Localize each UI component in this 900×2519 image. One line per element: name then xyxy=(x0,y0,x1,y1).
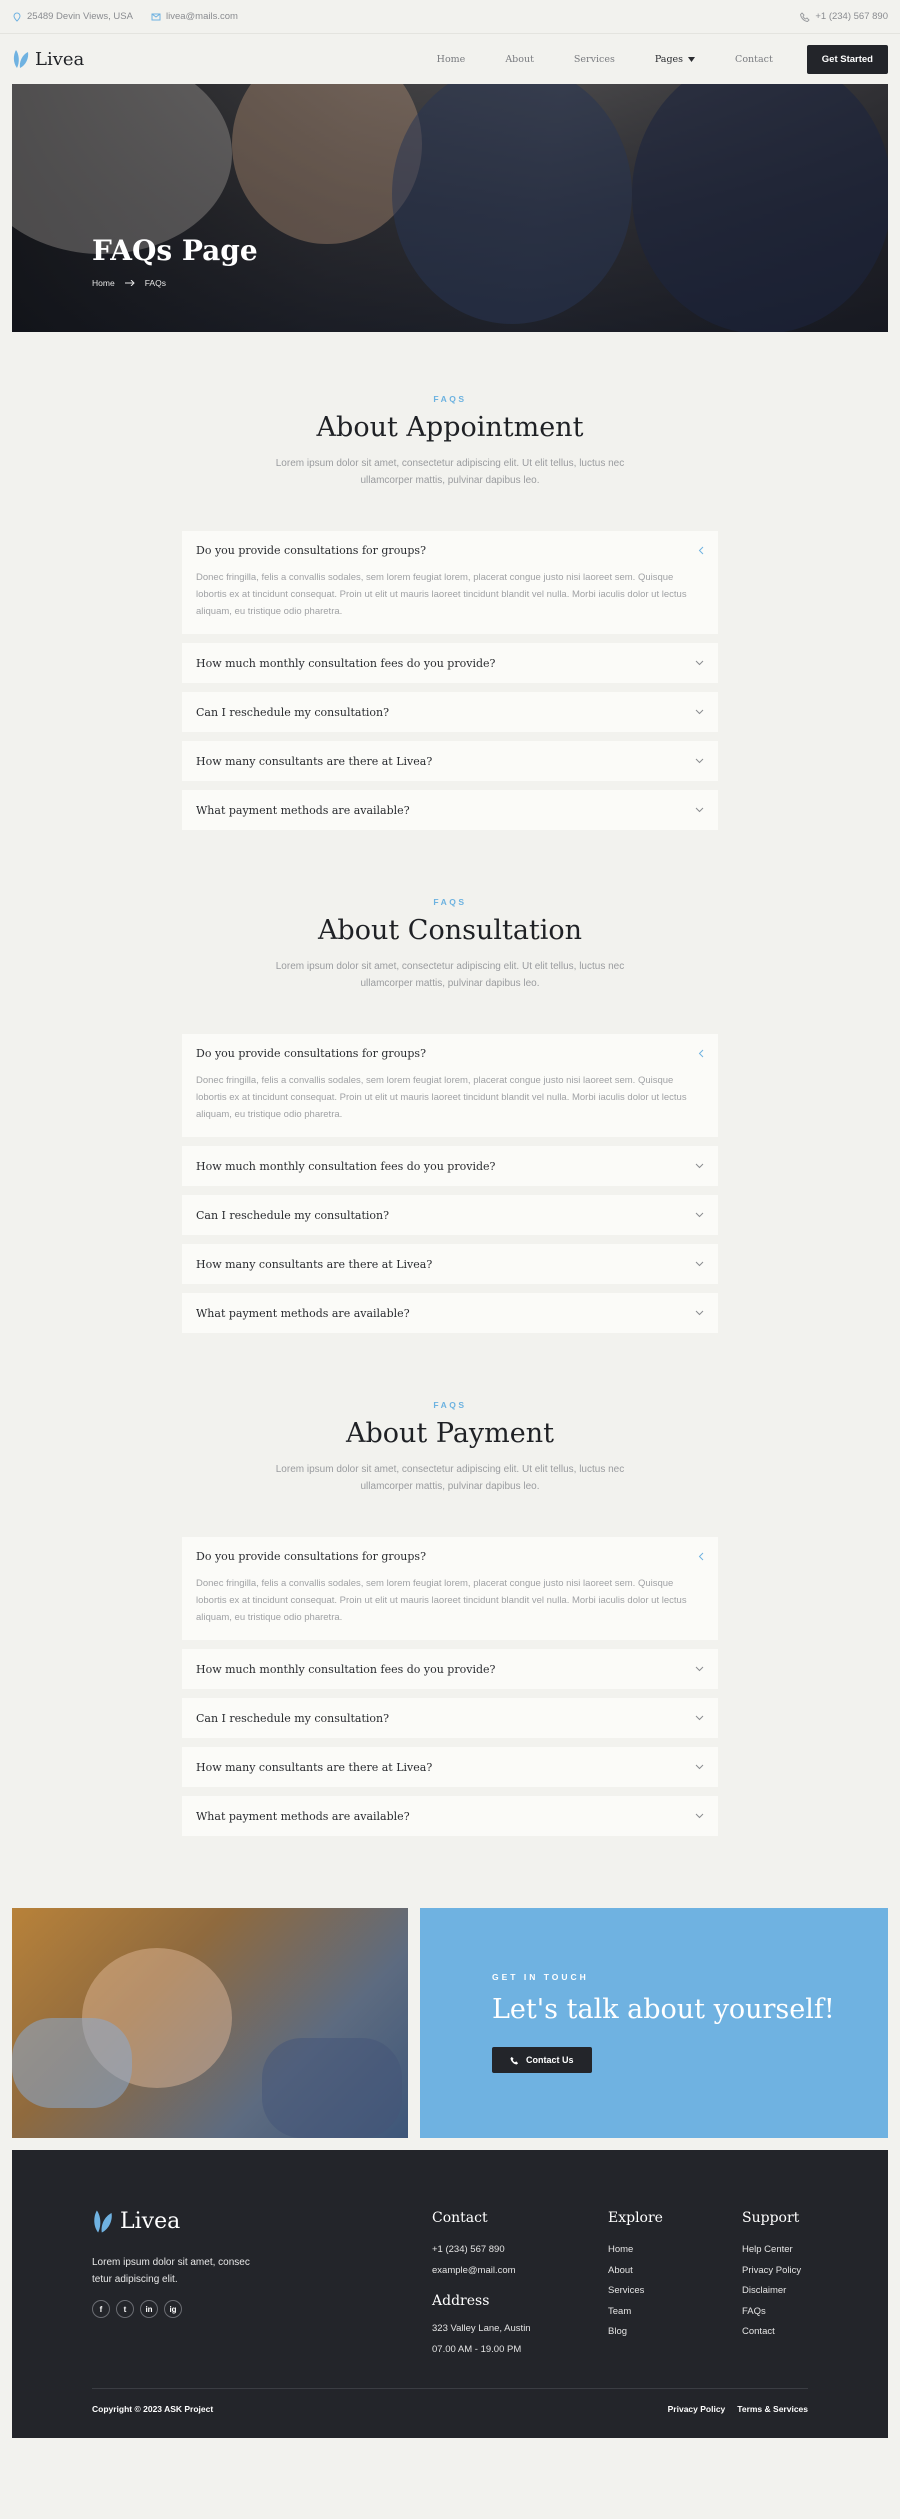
footer-explore-blog[interactable]: Blog xyxy=(608,2326,628,2337)
chevron-left-icon xyxy=(698,1049,704,1058)
faq-question: Do you provide consultations for groups? xyxy=(196,1549,426,1563)
faq-section xyxy=(182,332,718,830)
cta-title: Let's talk about yourself! xyxy=(492,1994,835,2025)
contact-cta-panel xyxy=(420,1908,888,2138)
footer-support-disclaimer[interactable]: Disclaimer xyxy=(742,2285,787,2296)
footer-contact-title: Contact xyxy=(432,2210,488,2226)
breadcrumb-current: FAQs xyxy=(144,278,166,288)
faq-question-row[interactable] xyxy=(196,1747,704,1787)
faq-question: How many consultants are there at Livea? xyxy=(196,1760,433,1774)
phone-icon xyxy=(510,2056,519,2065)
footer-brand[interactable] xyxy=(92,2208,180,2235)
faq-question: Do you provide consultations for groups? xyxy=(196,543,426,557)
chevron-down-icon xyxy=(695,1261,704,1267)
chevron-down-icon xyxy=(695,1310,704,1316)
faq-item xyxy=(182,1146,718,1186)
section-title: About Payment xyxy=(346,1418,554,1449)
faq-question: What payment methods are available? xyxy=(196,803,410,817)
footer-brand-name: Livea xyxy=(120,2209,181,2234)
copyright: Copyright © 2023 ASK Project xyxy=(92,2404,214,2414)
chevron-down-icon xyxy=(695,807,704,813)
top-bar xyxy=(0,0,900,34)
leaf-logo-icon xyxy=(12,48,30,70)
phone-item[interactable] xyxy=(800,11,888,22)
address-item xyxy=(12,11,133,22)
footer-contact-column xyxy=(432,2210,531,2364)
faq-question-row[interactable] xyxy=(196,1649,704,1689)
chevron-down-icon xyxy=(695,660,704,666)
faq-question-row[interactable] xyxy=(196,1146,704,1186)
footer-support-contact[interactable]: Contact xyxy=(742,2326,775,2337)
chevron-down-icon xyxy=(695,1764,704,1770)
faq-question: Can I reschedule my consultation? xyxy=(196,1208,389,1222)
section-title: About Consultation xyxy=(317,915,583,946)
faq-question-row[interactable] xyxy=(196,1293,704,1333)
chevron-down-icon xyxy=(695,758,704,764)
faq-list xyxy=(182,1034,718,1333)
faq-question-row[interactable] xyxy=(196,741,704,781)
phone-text[interactable]: +1 (234) 567 890 xyxy=(815,11,888,22)
mail-icon xyxy=(151,12,161,22)
nav-item-about[interactable]: About xyxy=(505,53,534,65)
chevron-down-icon xyxy=(695,1813,704,1819)
page-title: FAQs Page xyxy=(92,234,258,267)
caret-down-icon xyxy=(688,57,695,62)
hero-photo-shape xyxy=(392,84,632,324)
faq-question: What payment methods are available? xyxy=(196,1306,410,1320)
faq-item xyxy=(182,643,718,683)
footer-support-privacy[interactable]: Privacy Policy xyxy=(742,2264,802,2276)
nav-item-pages[interactable] xyxy=(635,54,715,65)
hero-photo-shape xyxy=(12,84,232,254)
get-started-button[interactable]: Get Started xyxy=(807,45,888,74)
faq-question-row[interactable] xyxy=(196,1195,704,1235)
footer-explore-column xyxy=(608,2210,663,2347)
social-links xyxy=(92,2300,182,2318)
faq-answer: Donec fringilla, felis a convallis sodales, sem lorem feugiat lorem, placerat congue justo nisi laoreet sem. Quisque lobortis ex at tincidunt consequat. Proin ut elit ut mauris laoreet tincidunt blandit vel nulla. Morbi iaculis dolor ut lectus aliquam, eu tristique odio pharetra. xyxy=(196,572,687,617)
contact-us-button[interactable] xyxy=(492,2047,592,2073)
section-description: Lorem ipsum dolor sit amet, consectetur adipiscing elit. Ut elit tellus, luctus nec ullamcorper mattis, pulvinar dapibus leo. xyxy=(275,1464,625,1492)
cta-row xyxy=(12,1908,888,2138)
footer-hours: 07.00 AM - 19.00 PM xyxy=(432,2343,522,2355)
faq-question-row[interactable] xyxy=(196,1537,704,1575)
footer-explore-home[interactable]: Home xyxy=(608,2244,634,2255)
footer-email[interactable]: example@mail.com xyxy=(432,2264,516,2276)
location-pin-icon xyxy=(12,12,22,22)
section-eyebrow: FAQS xyxy=(433,394,467,404)
nav-item-pages-label: Pages xyxy=(654,53,684,65)
twitter-icon[interactable]: t xyxy=(116,2300,134,2318)
faq-item xyxy=(182,1747,718,1787)
legal-privacy-link[interactable]: Privacy Policy xyxy=(667,2404,726,2414)
footer-explore-about[interactable]: About xyxy=(608,2264,633,2276)
faq-question: What payment methods are available? xyxy=(196,1809,410,1823)
faq-question: How much monthly consultation fees do you provide? xyxy=(196,1159,496,1173)
faq-section xyxy=(182,839,718,1333)
footer-divider xyxy=(92,2388,808,2389)
contact-us-label: Contact Us xyxy=(526,2055,574,2065)
faq-answer: Donec fringilla, felis a convallis sodales, sem lorem feugiat lorem, placerat congue justo nisi laoreet sem. Quisque lobortis ex at tincidunt consequat. Proin ut elit ut mauris laoreet tincidunt blandit vel nulla. Morbi iaculis dolor ut lectus aliquam, eu tristique odio pharetra. xyxy=(196,1075,687,1120)
section-eyebrow: FAQS xyxy=(433,897,467,907)
chevron-down-icon xyxy=(695,1212,704,1218)
chevron-left-icon xyxy=(698,1552,704,1561)
faq-item xyxy=(182,1649,718,1689)
faq-question-row[interactable] xyxy=(196,692,704,732)
address-text: 25489 Devin Views, USA xyxy=(27,11,133,22)
breadcrumb-home[interactable]: Home xyxy=(92,278,115,288)
faq-sections xyxy=(0,332,900,1836)
faq-question: Can I reschedule my consultation? xyxy=(196,705,389,719)
faq-item xyxy=(182,1293,718,1333)
footer-support-column xyxy=(742,2210,801,2347)
email-item[interactable] xyxy=(151,11,238,22)
faq-item xyxy=(182,1034,718,1137)
section-eyebrow: FAQS xyxy=(433,1400,467,1410)
faq-item xyxy=(182,1796,718,1836)
faq-question-row[interactable] xyxy=(196,1034,704,1072)
arrow-right-icon xyxy=(125,280,135,286)
email-text[interactable]: livea@mails.com xyxy=(165,11,238,22)
footer xyxy=(12,2150,888,2438)
brand-name: Livea xyxy=(35,48,85,70)
section-title: About Appointment xyxy=(316,412,584,443)
faq-item xyxy=(182,741,718,781)
faq-question-row[interactable] xyxy=(196,1698,704,1738)
faq-list xyxy=(182,531,718,830)
chevron-down-icon xyxy=(695,1715,704,1721)
chevron-down-icon xyxy=(695,1666,704,1672)
footer-address: 323 Valley Lane, Austin xyxy=(432,2323,531,2334)
section-description: Lorem ipsum dolor sit amet, consectetur adipiscing elit. Ut elit tellus, luctus nec ullamcorper mattis, pulvinar dapibus leo. xyxy=(275,458,625,486)
faq-question-row[interactable] xyxy=(196,531,704,569)
chevron-down-icon xyxy=(695,1163,704,1169)
faq-question-row[interactable] xyxy=(196,643,704,683)
main-nav xyxy=(0,34,900,84)
phone-icon xyxy=(800,12,810,22)
team-hands-image xyxy=(12,1908,408,2138)
hero-photo-shape xyxy=(632,84,888,332)
faq-item xyxy=(182,692,718,732)
faq-question: How many consultants are there at Livea? xyxy=(196,1257,433,1271)
faq-question: How much monthly consultation fees do you provide? xyxy=(196,1662,496,1676)
faq-question-row[interactable] xyxy=(196,1796,704,1836)
footer-explore-team[interactable]: Team xyxy=(608,2305,632,2317)
linkedin-icon[interactable]: in xyxy=(140,2300,158,2318)
faq-section xyxy=(182,1342,718,1836)
cta-eyebrow: GET IN TOUCH xyxy=(492,1972,589,1982)
faq-question-row[interactable] xyxy=(196,1244,704,1284)
faq-answer: Donec fringilla, felis a convallis sodales, sem lorem feugiat lorem, placerat congue justo nisi laoreet sem. Quisque lobortis ex at tincidunt consequat. Proin ut elit ut mauris laoreet tincidunt blandit vel nulla. Morbi iaculis dolor ut lectus aliquam, eu tristique odio pharetra. xyxy=(196,1578,687,1623)
nav-item-contact[interactable]: Contact xyxy=(735,53,773,65)
legal-links xyxy=(668,2404,808,2414)
footer-about: Lorem ipsum dolor sit amet, consec tetur adipiscing elit. xyxy=(92,2257,250,2285)
footer-address-title: Address xyxy=(432,2293,490,2309)
leaf-logo-icon xyxy=(92,2208,114,2235)
breadcrumb xyxy=(92,278,166,288)
nav-item-home[interactable]: Home xyxy=(436,53,466,65)
footer-phone[interactable]: +1 (234) 567 890 xyxy=(432,2244,505,2255)
footer-support-faqs[interactable]: FAQs xyxy=(742,2305,766,2317)
chevron-down-icon xyxy=(695,709,704,715)
section-description: Lorem ipsum dolor sit amet, consectetur adipiscing elit. Ut elit tellus, luctus nec ullamcorper mattis, pulvinar dapibus leo. xyxy=(275,961,625,989)
footer-explore-title: Explore xyxy=(608,2210,663,2226)
instagram-icon[interactable]: ig xyxy=(164,2300,182,2318)
faq-item xyxy=(182,1244,718,1284)
brand-logo[interactable] xyxy=(12,48,84,70)
legal-terms-link[interactable]: Terms & Services xyxy=(737,2404,808,2414)
footer-support-title: Support xyxy=(742,2210,800,2226)
faq-question: How many consultants are there at Livea? xyxy=(196,754,433,768)
footer-support-help[interactable]: Help Center xyxy=(742,2244,793,2255)
faq-item xyxy=(182,1698,718,1738)
faq-item xyxy=(182,1195,718,1235)
facebook-icon[interactable]: f xyxy=(92,2300,110,2318)
hero-banner xyxy=(12,84,888,332)
faq-item xyxy=(182,531,718,634)
faq-question-row[interactable] xyxy=(196,790,704,830)
chevron-left-icon xyxy=(698,546,704,555)
faq-question: Can I reschedule my consultation? xyxy=(196,1711,389,1725)
faq-question: How much monthly consultation fees do you provide? xyxy=(196,656,496,670)
nav-item-services[interactable]: Services xyxy=(573,53,615,65)
faq-question: Do you provide consultations for groups? xyxy=(196,1046,426,1060)
faq-item xyxy=(182,1537,718,1640)
faq-item xyxy=(182,790,718,830)
faq-list xyxy=(182,1537,718,1836)
nav-menu xyxy=(417,45,888,74)
footer-explore-services[interactable]: Services xyxy=(608,2285,645,2296)
